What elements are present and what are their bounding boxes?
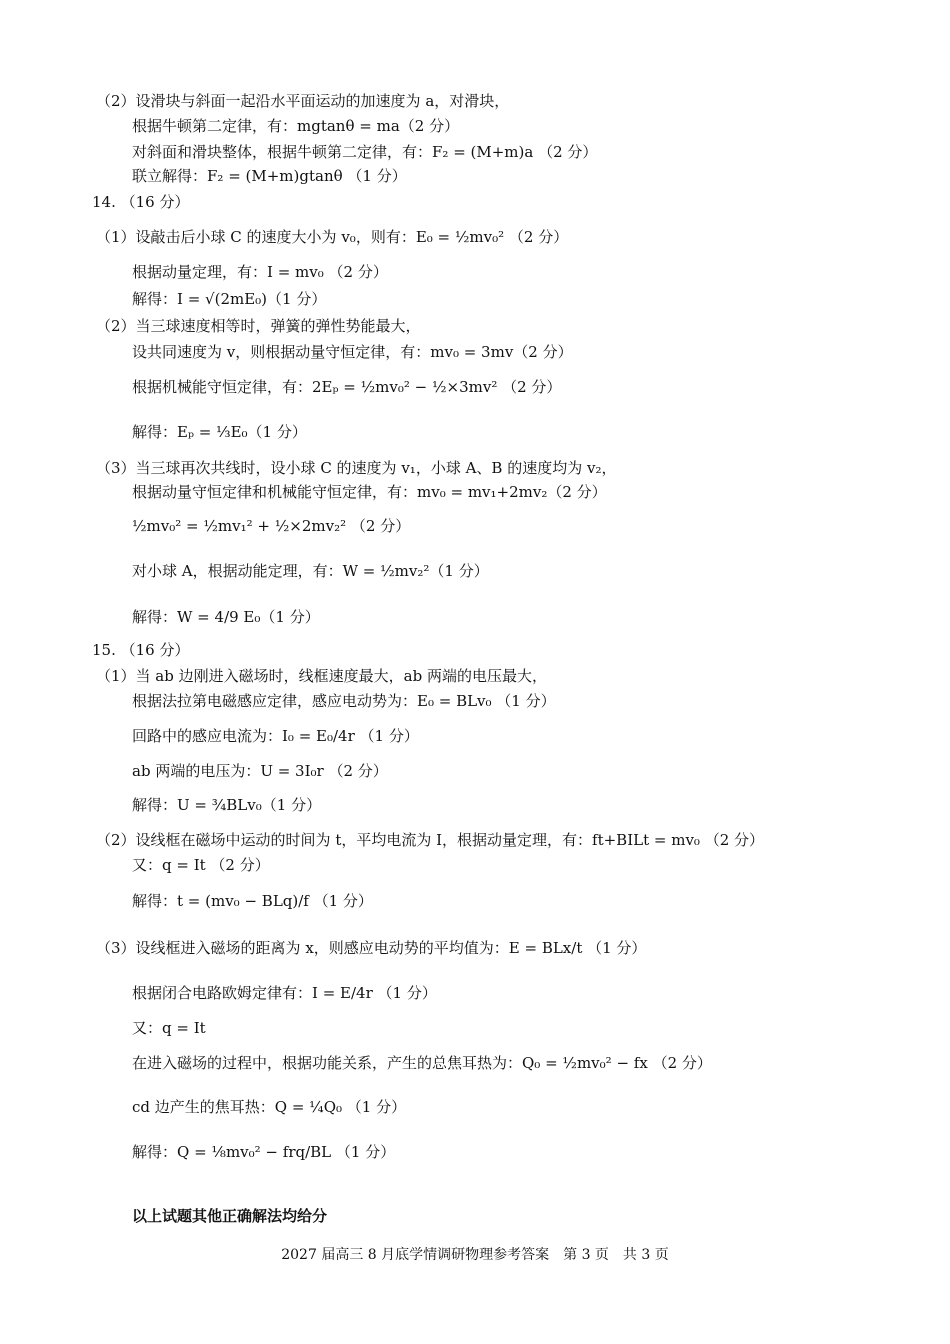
answer-line: 又：q = It — [132, 1019, 206, 1037]
answer-line: 根据法拉第电磁感应定律，感应电动势为：E₀ = BLv₀ （1 分） — [132, 692, 556, 710]
answer-line: 根据牛顿第二定律，有：mgtanθ = ma（2 分） — [132, 117, 460, 135]
page-footer: 2027 届高三 8 月底学情调研物理参考答案 第 3 页 共 3 页 — [281, 1247, 669, 1263]
answer-line: 设共同速度为 v，则根据动量守恒定律，有：mv₀ = 3mv（2 分） — [132, 343, 573, 361]
answer-line: （3）设线框进入磁场的距离为 x，则感应电动势的平均值为：E = BLx/t （1 分） — [96, 939, 647, 957]
answer-line: ½mv₀² = ½mv₁² + ½×2mv₂² （2 分） — [132, 517, 411, 535]
answer-line: （1）设敲击后小球 C 的速度大小为 v₀，则有：E₀ = ½mv₀² （2 分） — [96, 228, 569, 246]
question-heading: 15. （16 分） — [92, 641, 190, 659]
question-heading: 14. （16 分） — [92, 193, 190, 211]
answer-line: 解得：U = ¾BLv₀（1 分） — [132, 796, 322, 814]
answer-line: 在进入磁场的过程中，根据功能关系，产生的总焦耳热为：Q₀ = ½mv₀² − fx （2 分） — [132, 1054, 712, 1072]
answer-line: 联立解得：F₂ = (M+m)gtanθ （1 分） — [132, 167, 407, 185]
answer-line: 解得：I = √(2mE₀)（1 分） — [132, 290, 327, 308]
answer-line: （1）当 ab 边刚进入磁场时，线框速度最大，ab 两端的电压最大， — [96, 667, 547, 685]
answer-line: 根据动量守恒定律和机械能守恒定律，有：mv₀ = mv₁+2mv₂（2 分） — [132, 483, 607, 501]
answer-line: 又：q = It （2 分） — [132, 856, 270, 874]
answer-line: 根据机械能守恒定律，有：2Eₚ = ½mv₀² − ½×3mv² （2 分） — [132, 378, 562, 396]
answer-line: 根据动量定理，有：I = mv₀ （2 分） — [132, 263, 388, 281]
answer-line: cd 边产生的焦耳热：Q = ¼Q₀ （1 分） — [132, 1098, 407, 1116]
answer-line: 解得：Eₚ = ⅓E₀（1 分） — [132, 423, 307, 441]
answer-line: （3）当三球再次共线时，设小球 C 的速度为 v₁，小球 A、B 的速度均为 v₂， — [96, 459, 617, 477]
answer-line: 解得：W = 4/9 E₀（1 分） — [132, 608, 320, 626]
answer-line: ab 两端的电压为：U = 3I₀r （2 分） — [132, 762, 388, 780]
answer-line: （2）设滑块与斜面一起沿水平面运动的加速度为 a，对滑块， — [96, 92, 510, 110]
closing-note: 以上试题其他正确解法均给分 — [132, 1207, 328, 1225]
answer-line: 对小球 A，根据动能定理，有：W = ½mv₂²（1 分） — [132, 562, 489, 580]
answer-line: 解得：t = (mv₀ − BLq)/f （1 分） — [132, 892, 373, 910]
answer-line: 对斜面和滑块整体，根据牛顿第二定律，有：F₂ = (M+m)a （2 分） — [132, 143, 598, 161]
answer-line: 根据闭合电路欧姆定律有：I = E/4r （1 分） — [132, 984, 437, 1002]
answer-line: 解得：Q = ⅛mv₀² − frq/BL （1 分） — [132, 1143, 396, 1161]
answer-line: （2）设线框在磁场中运动的时间为 t，平均电流为 I，根据动量定理，有：ft+BILt = mv₀ （2 分） — [96, 831, 765, 849]
answer-line: （2）当三球速度相等时，弹簧的弹性势能最大， — [96, 317, 421, 335]
answer-line: 回路中的感应电流为：I₀ = E₀/4r （1 分） — [132, 727, 419, 745]
